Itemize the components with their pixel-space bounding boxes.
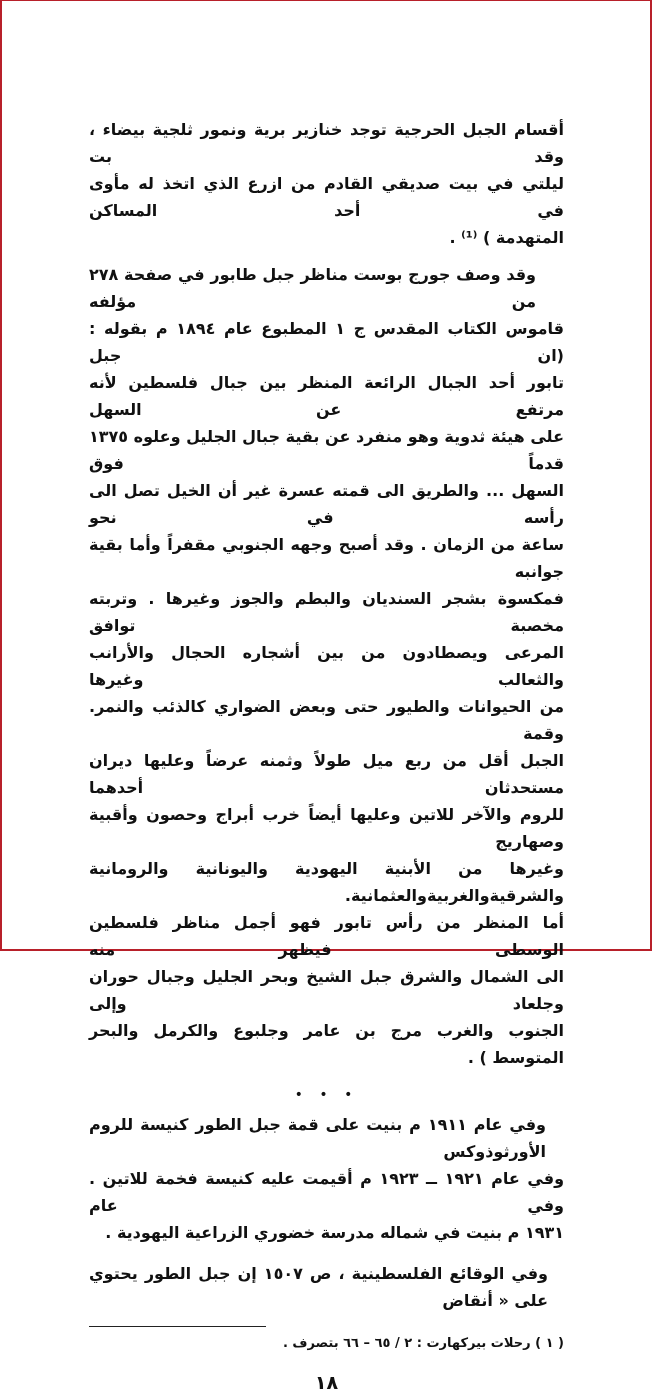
text-line: أقسام الجبل الحرجية توجد خنازير برية ونمور ثلجية بيضاء ، وقد بت (89, 120, 564, 166)
paragraph-gap (89, 1246, 564, 1260)
text-line: وفي الوقائع الفلسطينية ، ص ١٥٠٧ إن جبل الطور يحتوي على « أنقاض (89, 1264, 548, 1310)
paragraph-1 (89, 116, 564, 251)
text-line: وفي عام ١٩١١ م بنيت على قمة جبل الطور كنيسة للروم الأورثوذوكس (89, 1115, 547, 1161)
text-line: ساعة من الزمان . وقد أصبح وجهه الجنوبي مقفراً وأما بقية جوانبه (89, 535, 564, 581)
text-line: ١٩٣١ م بنيت في شماله مدرسة خضوري الزراعية اليهودية . (105, 1223, 564, 1242)
text-line: ليلتي في بيت صديقي القادم من ازرع الذي اتخذ له مأوى في أحد المساكن (89, 174, 564, 220)
text-flow (89, 116, 564, 1395)
page-number: ١٨ (314, 1372, 339, 1394)
text-line: السهل ... والطريق الى قمته عسرة غير أن الخيل تصل الى رأسه في نحو (89, 481, 564, 527)
text-line: قاموس الكتاب المقدس ج ١ المطبوع عام ١٨٩٤ م بقوله : (ان جبل (89, 319, 565, 365)
text-line: الجبل أقل من ربع ميل طولاً وثمنه عرضاً وعليها ديران مستحدثان أحدهما (89, 751, 564, 797)
footnote: ( ١ ) رحلات بيركهارت : ٢ / ٦٥ – ٦٦ بتصرف . (282, 1336, 564, 1351)
text-line: فمكسوة بشجر السنديان والبطم والجوز وغيرها . وتربته مخصبة توافق (89, 589, 564, 635)
paragraph-2 (89, 261, 564, 1071)
text-line: الجنوب والغرب مرج بن عامر وجلبوع والكرمل والبحر المتوسط ) . (89, 1021, 564, 1067)
text-line: المتهدمة ) ⁽¹⁾ . (449, 228, 564, 247)
text-line: من الحيوانات والطيور حتى وبعض الضواري كالذئب والنمر. وقمة (89, 697, 564, 743)
section-separator: • • • (294, 1087, 359, 1103)
paragraph-3 (89, 1111, 564, 1246)
text-line: تابور أحد الجبال الرائعة المنظر بين جبال فلسطين لأنه مرتفع عن السهل (89, 373, 564, 419)
text-line: للروم والآخر للاتين وعليها أيضاً خرب أبراج وحصون وأقبية وصهاريج (89, 805, 564, 851)
text-line: وفي عام ١٩٢١ ــ ١٩٢٣ م أقيمت عليه كنيسة فخمة للاتين . وفي عام (89, 1169, 565, 1215)
text-line: المرعى ويصطادون من بين أشجاره الحجال والأرانب والثعالب وغيرها (89, 643, 564, 689)
text-line: على هيئة ثدوية وهو منفرد عن بقية جبال الجليل وعلوه ١٣٧٥ قدماً فوق (89, 427, 564, 473)
text-line: وغيرها من الأبنية اليهودية واليونانية والرومانية والشرقيةوالغربيةوالعثمانية. (89, 859, 564, 905)
paragraph-gap (89, 251, 564, 261)
text-line: الى الشمال والشرق جبل الشيخ وبحر الجليل وجبال حوران وجلعاد وإلى (89, 967, 564, 1013)
text-line: وقد وصف جورج بوست مناظر جبل طابور في صفحة ٢٧٨ من مؤلفه (89, 265, 536, 311)
footnote-rule (89, 1326, 266, 1327)
paragraph-4 (89, 1260, 564, 1314)
text-line: أما المنظر من رأس تابور فهو أجمل مناظر فلسطين الوسطى فيظهر منه (89, 913, 564, 959)
